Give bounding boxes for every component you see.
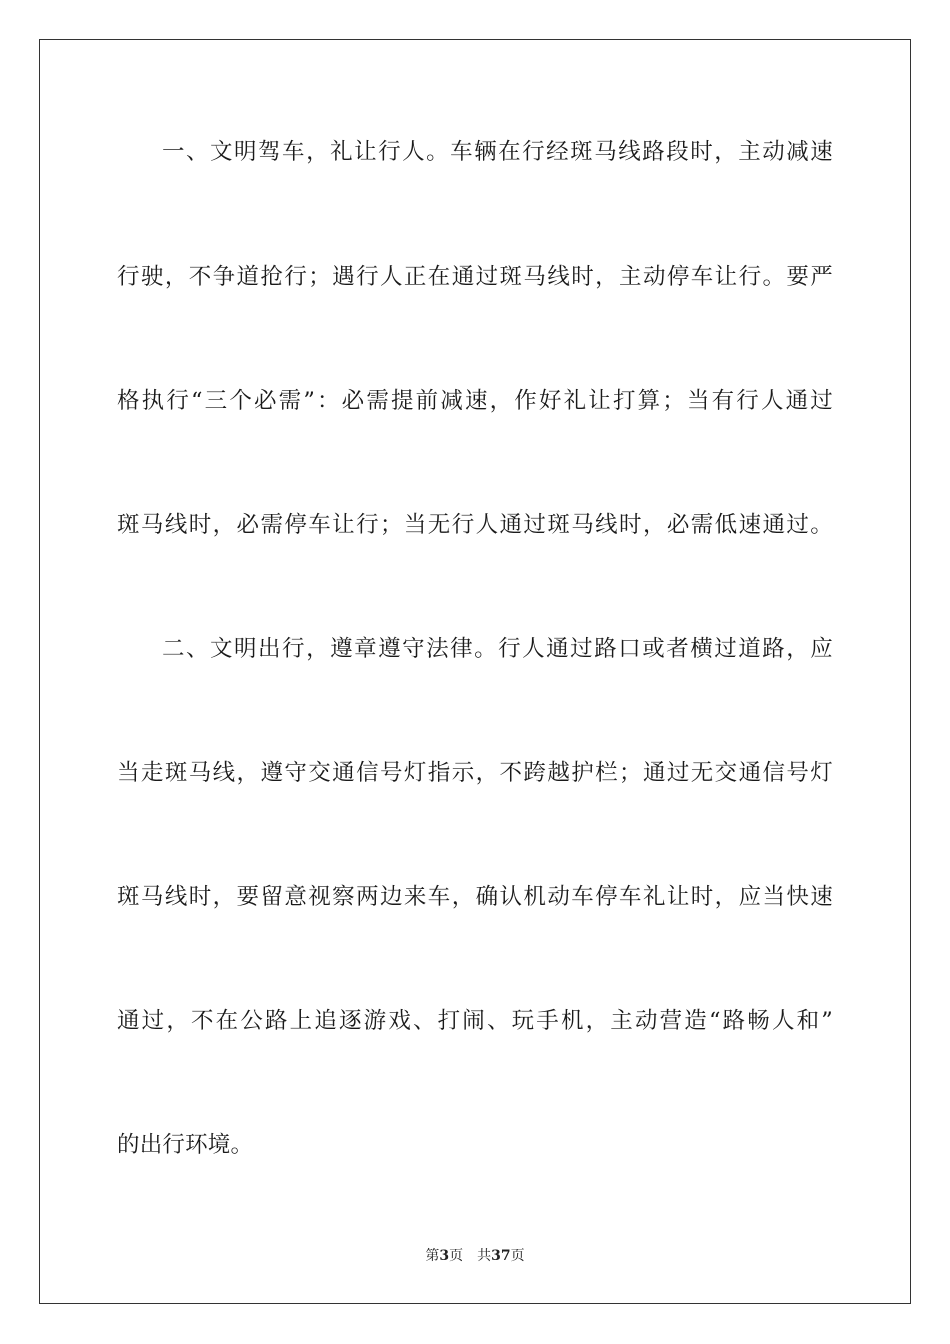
- page-suffix: 页: [449, 1248, 464, 1264]
- paragraph-2-line-5: 的出行环境。: [117, 1132, 254, 1158]
- paragraph-2-line-2: 当走斑马线，遵守交通信号灯指示，不跨越护栏；通过无交通信号灯: [117, 760, 833, 786]
- paragraph-1-line-2: 行驶，不争道抢行；遇行人正在通过斑马线时，主动停车让行。要严: [117, 264, 833, 290]
- paragraph-1-line-3: 格执行“三个必需”：必需提前减速，作好礼让打算；当有行人通过: [117, 388, 833, 414]
- paragraph-1-line-1: 一、文明驾车，礼让行人。车辆在行经斑马线路段时，主动减速: [162, 139, 833, 165]
- page-number: 3: [439, 1248, 450, 1264]
- total-prefix: 共: [477, 1248, 492, 1264]
- paragraph-1-line-4: 斑马线时，必需停车让行；当无行人通过斑马线时，必需低速通过。: [117, 512, 833, 538]
- page-footer: [0, 1246, 950, 1266]
- total-suffix: 页: [510, 1248, 525, 1264]
- page-prefix: 第: [425, 1248, 440, 1264]
- paragraph-2-line-4: 通过，不在公路上追逐游戏、打闹、玩手机，主动营造“路畅人和”: [117, 1008, 833, 1034]
- page-border: [39, 39, 911, 1304]
- total-pages: 37: [491, 1248, 511, 1264]
- paragraph-2-line-3: 斑马线时，要留意视察两边来车，确认机动车停车礼让时，应当快速: [117, 884, 833, 910]
- paragraph-2-line-1: 二、文明出行，遵章遵守法律。行人通过路口或者横过道路，应: [162, 636, 833, 662]
